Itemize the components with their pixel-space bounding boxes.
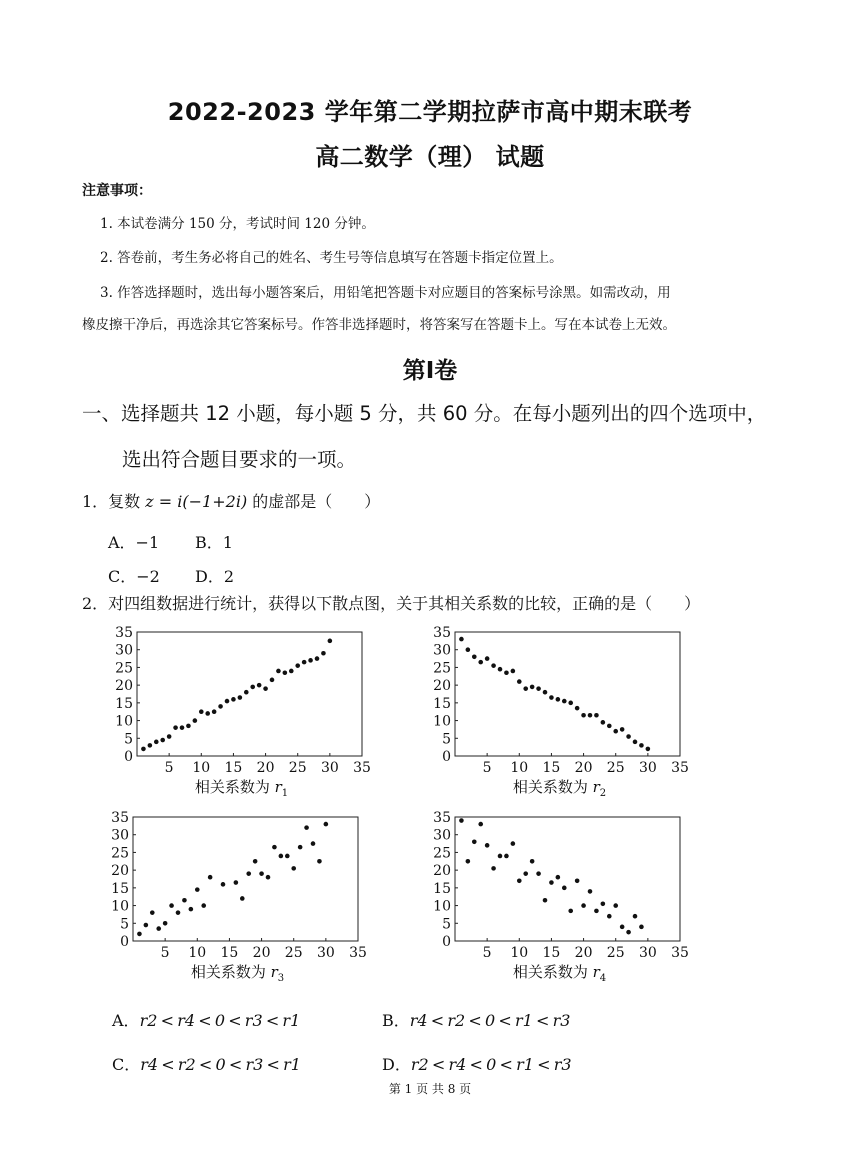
data-point xyxy=(238,695,243,700)
data-point xyxy=(639,925,644,930)
y-tick-label: 5 xyxy=(120,916,129,933)
data-point xyxy=(173,725,178,730)
x-tick-label: 25 xyxy=(606,945,625,961)
data-point xyxy=(536,871,541,876)
data-point xyxy=(253,859,258,864)
data-point xyxy=(285,854,290,859)
data-point xyxy=(154,740,159,745)
x-tick-label: 10 xyxy=(510,760,529,776)
data-point xyxy=(478,660,483,665)
data-point xyxy=(594,713,599,718)
x-tick-label: 20 xyxy=(252,945,271,961)
data-point xyxy=(466,647,471,652)
y-tick-label: 5 xyxy=(442,916,451,933)
y-tick-label: 25 xyxy=(433,660,451,677)
data-point xyxy=(144,923,149,928)
data-point xyxy=(633,740,638,745)
data-point xyxy=(234,880,239,885)
plot-frame xyxy=(455,632,680,756)
q2-option-b[interactable] xyxy=(382,1008,570,1031)
data-point xyxy=(485,656,490,661)
data-point xyxy=(504,854,509,859)
y-tick-label: 10 xyxy=(433,898,451,915)
data-point xyxy=(543,898,548,903)
y-tick-label: 20 xyxy=(111,863,129,880)
q2-option-a[interactable] xyxy=(112,1008,300,1031)
data-point xyxy=(163,921,168,926)
data-point xyxy=(562,886,567,891)
data-point xyxy=(328,639,333,644)
data-point xyxy=(244,690,249,695)
y-tick-label: 10 xyxy=(115,713,133,730)
chart-caption: 相关系数为 $r_4$ xyxy=(512,963,607,984)
x-tick-label: 5 xyxy=(160,945,170,961)
data-point xyxy=(530,859,535,864)
page-footer: 第 1 页 共 8 页 xyxy=(388,1082,472,1096)
x-tick-label: 5 xyxy=(482,760,492,776)
data-point xyxy=(315,656,320,661)
q2-option-a-expr: r2 < r4 < 0 < r3 < r1 xyxy=(139,1011,301,1030)
y-tick-label: 0 xyxy=(442,749,451,765)
exam-title: 2022-2023 学年第二学期拉萨市高中期末联考 xyxy=(167,98,693,126)
y-tick-label: 25 xyxy=(111,845,129,862)
data-point xyxy=(186,724,191,729)
y-tick-label: 35 xyxy=(433,810,451,826)
data-point xyxy=(205,711,210,716)
data-point xyxy=(250,685,255,690)
q1-option-d[interactable]: D．2 xyxy=(195,567,235,586)
data-point xyxy=(568,909,573,914)
y-tick-label: 10 xyxy=(111,898,129,915)
x-tick-label: 15 xyxy=(542,945,561,961)
data-point xyxy=(594,909,599,914)
data-point xyxy=(279,854,284,859)
notes-heading: 注意事项： xyxy=(82,183,152,199)
data-point xyxy=(607,724,612,729)
data-point xyxy=(498,667,503,672)
y-tick-label: 25 xyxy=(115,660,133,677)
data-point xyxy=(478,822,483,827)
scatter-plot-r2 xyxy=(428,624,698,802)
data-point xyxy=(459,637,464,642)
data-point xyxy=(472,840,477,845)
y-tick-label: 30 xyxy=(433,827,451,844)
q1-option-b[interactable]: B．1 xyxy=(195,533,233,552)
data-point xyxy=(613,729,618,734)
data-point xyxy=(212,709,217,714)
scatter-plot-r1 xyxy=(110,624,380,802)
data-point xyxy=(167,734,172,739)
data-point xyxy=(201,903,206,908)
data-point xyxy=(504,670,509,675)
data-point xyxy=(259,871,264,876)
data-point xyxy=(137,932,142,937)
data-point xyxy=(459,818,464,823)
q2-option-d-expr: r2 < r4 < 0 < r1 < r3 xyxy=(410,1055,572,1074)
data-point xyxy=(581,713,586,718)
data-point xyxy=(141,747,146,752)
data-point xyxy=(575,878,580,883)
y-tick-label: 0 xyxy=(442,934,451,950)
part-heading-cont: 选出符合题目要求的一项。 xyxy=(122,448,357,471)
data-point xyxy=(511,841,516,846)
question-1 xyxy=(82,489,380,512)
note-item: 1. 本试卷满分 150 分，考试时间 120 分钟。 xyxy=(100,216,375,232)
part-heading: 一、选择题共 12 小题，每小题 5 分，共 60 分。在每小题列出的四个选项中， xyxy=(82,402,767,425)
data-point xyxy=(231,697,236,702)
data-point xyxy=(289,669,294,674)
y-tick-label: 15 xyxy=(111,880,129,897)
x-tick-label: 25 xyxy=(284,945,303,961)
data-point xyxy=(324,822,329,827)
data-point xyxy=(208,875,213,880)
question-2-stem: 2．对四组数据进行统计，获得以下散点图，关于其相关系数的比较，正确的是（ ） xyxy=(82,594,701,613)
q2-option-c[interactable] xyxy=(112,1052,301,1075)
question-1-stem-end: 的虚部是（ ） xyxy=(247,492,381,511)
data-point xyxy=(491,866,496,871)
data-point xyxy=(511,669,516,674)
data-point xyxy=(182,898,187,903)
y-tick-label: 5 xyxy=(442,731,451,748)
data-point xyxy=(199,709,204,714)
data-point xyxy=(498,854,503,859)
x-tick-label: 30 xyxy=(638,760,657,776)
x-tick-label: 20 xyxy=(574,760,593,776)
y-tick-label: 0 xyxy=(120,934,129,950)
y-tick-label: 25 xyxy=(433,845,451,862)
data-point xyxy=(321,651,326,656)
data-point xyxy=(491,663,496,668)
x-tick-label: 15 xyxy=(220,945,239,961)
data-point xyxy=(304,825,309,830)
x-tick-label: 35 xyxy=(353,760,371,776)
data-point xyxy=(620,727,625,732)
question-1-stem: 1．复数 xyxy=(82,492,146,511)
note-item: 2. 答卷前，考生务必将自己的姓名、考生号等信息填写在答题卡指定位置上。 xyxy=(100,250,563,266)
data-point xyxy=(193,718,198,723)
data-point xyxy=(549,880,554,885)
data-point xyxy=(613,903,618,908)
chart-caption: 相关系数为 $r_2$ xyxy=(512,778,607,799)
x-tick-label: 5 xyxy=(164,760,174,776)
scatter-plot-r4 xyxy=(428,809,698,987)
data-point xyxy=(620,925,625,930)
x-tick-label: 30 xyxy=(638,945,657,961)
y-tick-label: 30 xyxy=(115,642,133,659)
x-tick-label: 30 xyxy=(316,945,335,961)
data-point xyxy=(195,887,200,892)
q2-option-c-letter: C． xyxy=(112,1055,141,1074)
data-point xyxy=(291,866,296,871)
data-point xyxy=(466,859,471,864)
data-point xyxy=(311,841,316,846)
data-point xyxy=(485,843,490,848)
q1-option-a[interactable]: A．−1 xyxy=(108,533,160,552)
data-point xyxy=(266,875,271,880)
data-point xyxy=(581,903,586,908)
q2-option-b-letter: B． xyxy=(382,1011,410,1030)
q2-option-b-expr: r4 < r2 < 0 < r1 < r3 xyxy=(409,1011,571,1030)
data-point xyxy=(601,902,606,907)
data-point xyxy=(160,738,165,743)
x-tick-label: 20 xyxy=(256,760,275,776)
data-point xyxy=(626,734,631,739)
x-tick-label: 30 xyxy=(320,760,339,776)
data-point xyxy=(549,695,554,700)
y-tick-label: 15 xyxy=(433,695,451,712)
q2-option-c-expr: r4 < r2 < 0 < r3 < r1 xyxy=(140,1055,301,1074)
data-point xyxy=(588,889,593,894)
y-tick-label: 10 xyxy=(433,713,451,730)
data-point xyxy=(523,871,528,876)
question-1-math: z = i(−1+2i) xyxy=(145,492,248,511)
q2-option-a-letter: A． xyxy=(112,1011,140,1030)
data-point xyxy=(218,704,223,709)
x-tick-label: 10 xyxy=(192,760,211,776)
y-tick-label: 35 xyxy=(433,625,451,641)
x-tick-label: 35 xyxy=(671,945,689,961)
q2-option-d[interactable] xyxy=(382,1052,572,1075)
data-point xyxy=(556,697,561,702)
y-tick-label: 15 xyxy=(433,880,451,897)
data-point xyxy=(302,660,307,665)
y-tick-label: 20 xyxy=(115,678,133,695)
data-point xyxy=(276,669,281,674)
y-tick-label: 30 xyxy=(433,642,451,659)
y-tick-label: 35 xyxy=(115,625,133,641)
y-tick-label: 20 xyxy=(433,678,451,695)
data-point xyxy=(556,875,561,880)
data-point xyxy=(221,882,226,887)
note-item: 橡皮擦干净后，再选涂其它答案标号。作答非选择题时，将答案写在答题卡上。写在本试卷上无效。 xyxy=(82,317,676,333)
data-point xyxy=(246,871,251,876)
x-tick-label: 15 xyxy=(224,760,243,776)
data-point xyxy=(240,896,245,901)
data-point xyxy=(517,679,522,684)
data-point xyxy=(523,686,528,691)
x-tick-label: 25 xyxy=(606,760,625,776)
x-tick-label: 15 xyxy=(542,760,561,776)
data-point xyxy=(180,725,185,730)
y-tick-label: 30 xyxy=(111,827,129,844)
q1-option-c[interactable]: C．−2 xyxy=(108,567,160,586)
data-point xyxy=(298,845,303,850)
data-point xyxy=(272,845,277,850)
y-tick-label: 15 xyxy=(115,695,133,712)
x-tick-label: 35 xyxy=(671,760,689,776)
data-point xyxy=(472,655,477,660)
data-point xyxy=(295,663,300,668)
data-point xyxy=(169,903,174,908)
x-tick-label: 20 xyxy=(574,945,593,961)
data-point xyxy=(543,690,548,695)
data-point xyxy=(568,701,573,706)
chart-caption: 相关系数为 $r_1$ xyxy=(194,778,289,799)
data-point xyxy=(189,907,194,912)
y-tick-label: 5 xyxy=(124,731,133,748)
data-point xyxy=(588,713,593,718)
x-tick-label: 35 xyxy=(349,945,367,961)
data-point xyxy=(176,910,181,915)
data-point xyxy=(562,699,567,704)
data-point xyxy=(156,926,161,931)
data-point xyxy=(150,910,155,915)
chart-caption: 相关系数为 $r_3$ xyxy=(190,963,285,984)
section-title: 第Ⅰ卷 xyxy=(402,358,458,384)
data-point xyxy=(517,878,522,883)
data-point xyxy=(270,678,275,683)
x-tick-label: 5 xyxy=(482,945,492,961)
x-tick-label: 10 xyxy=(188,945,207,961)
exam-subtitle: 高二数学（理） 试题 xyxy=(315,143,545,171)
data-point xyxy=(601,720,606,725)
x-tick-label: 10 xyxy=(510,945,529,961)
note-item: 3. 作答选择题时，选出每小题答案后，用铅笔把答题卡对应题目的答案标号涂黑。如需改动，用 xyxy=(100,285,671,301)
q2-option-d-letter: D． xyxy=(382,1055,411,1074)
data-point xyxy=(639,743,644,748)
plot-frame xyxy=(455,817,680,941)
data-point xyxy=(530,685,535,690)
y-tick-label: 20 xyxy=(433,863,451,880)
data-point xyxy=(148,743,153,748)
data-point xyxy=(575,706,580,711)
data-point xyxy=(646,747,651,752)
x-tick-label: 25 xyxy=(288,760,307,776)
data-point xyxy=(317,859,322,864)
data-point xyxy=(283,670,288,675)
data-point xyxy=(536,686,541,691)
y-tick-label: 35 xyxy=(111,810,129,826)
y-tick-label: 0 xyxy=(124,749,133,765)
data-point xyxy=(626,930,631,935)
data-point xyxy=(308,658,313,663)
data-point xyxy=(257,683,262,688)
data-point xyxy=(633,914,638,919)
data-point xyxy=(225,699,230,704)
data-point xyxy=(263,686,268,691)
data-point xyxy=(607,914,612,919)
scatter-plot-r3 xyxy=(106,809,376,987)
